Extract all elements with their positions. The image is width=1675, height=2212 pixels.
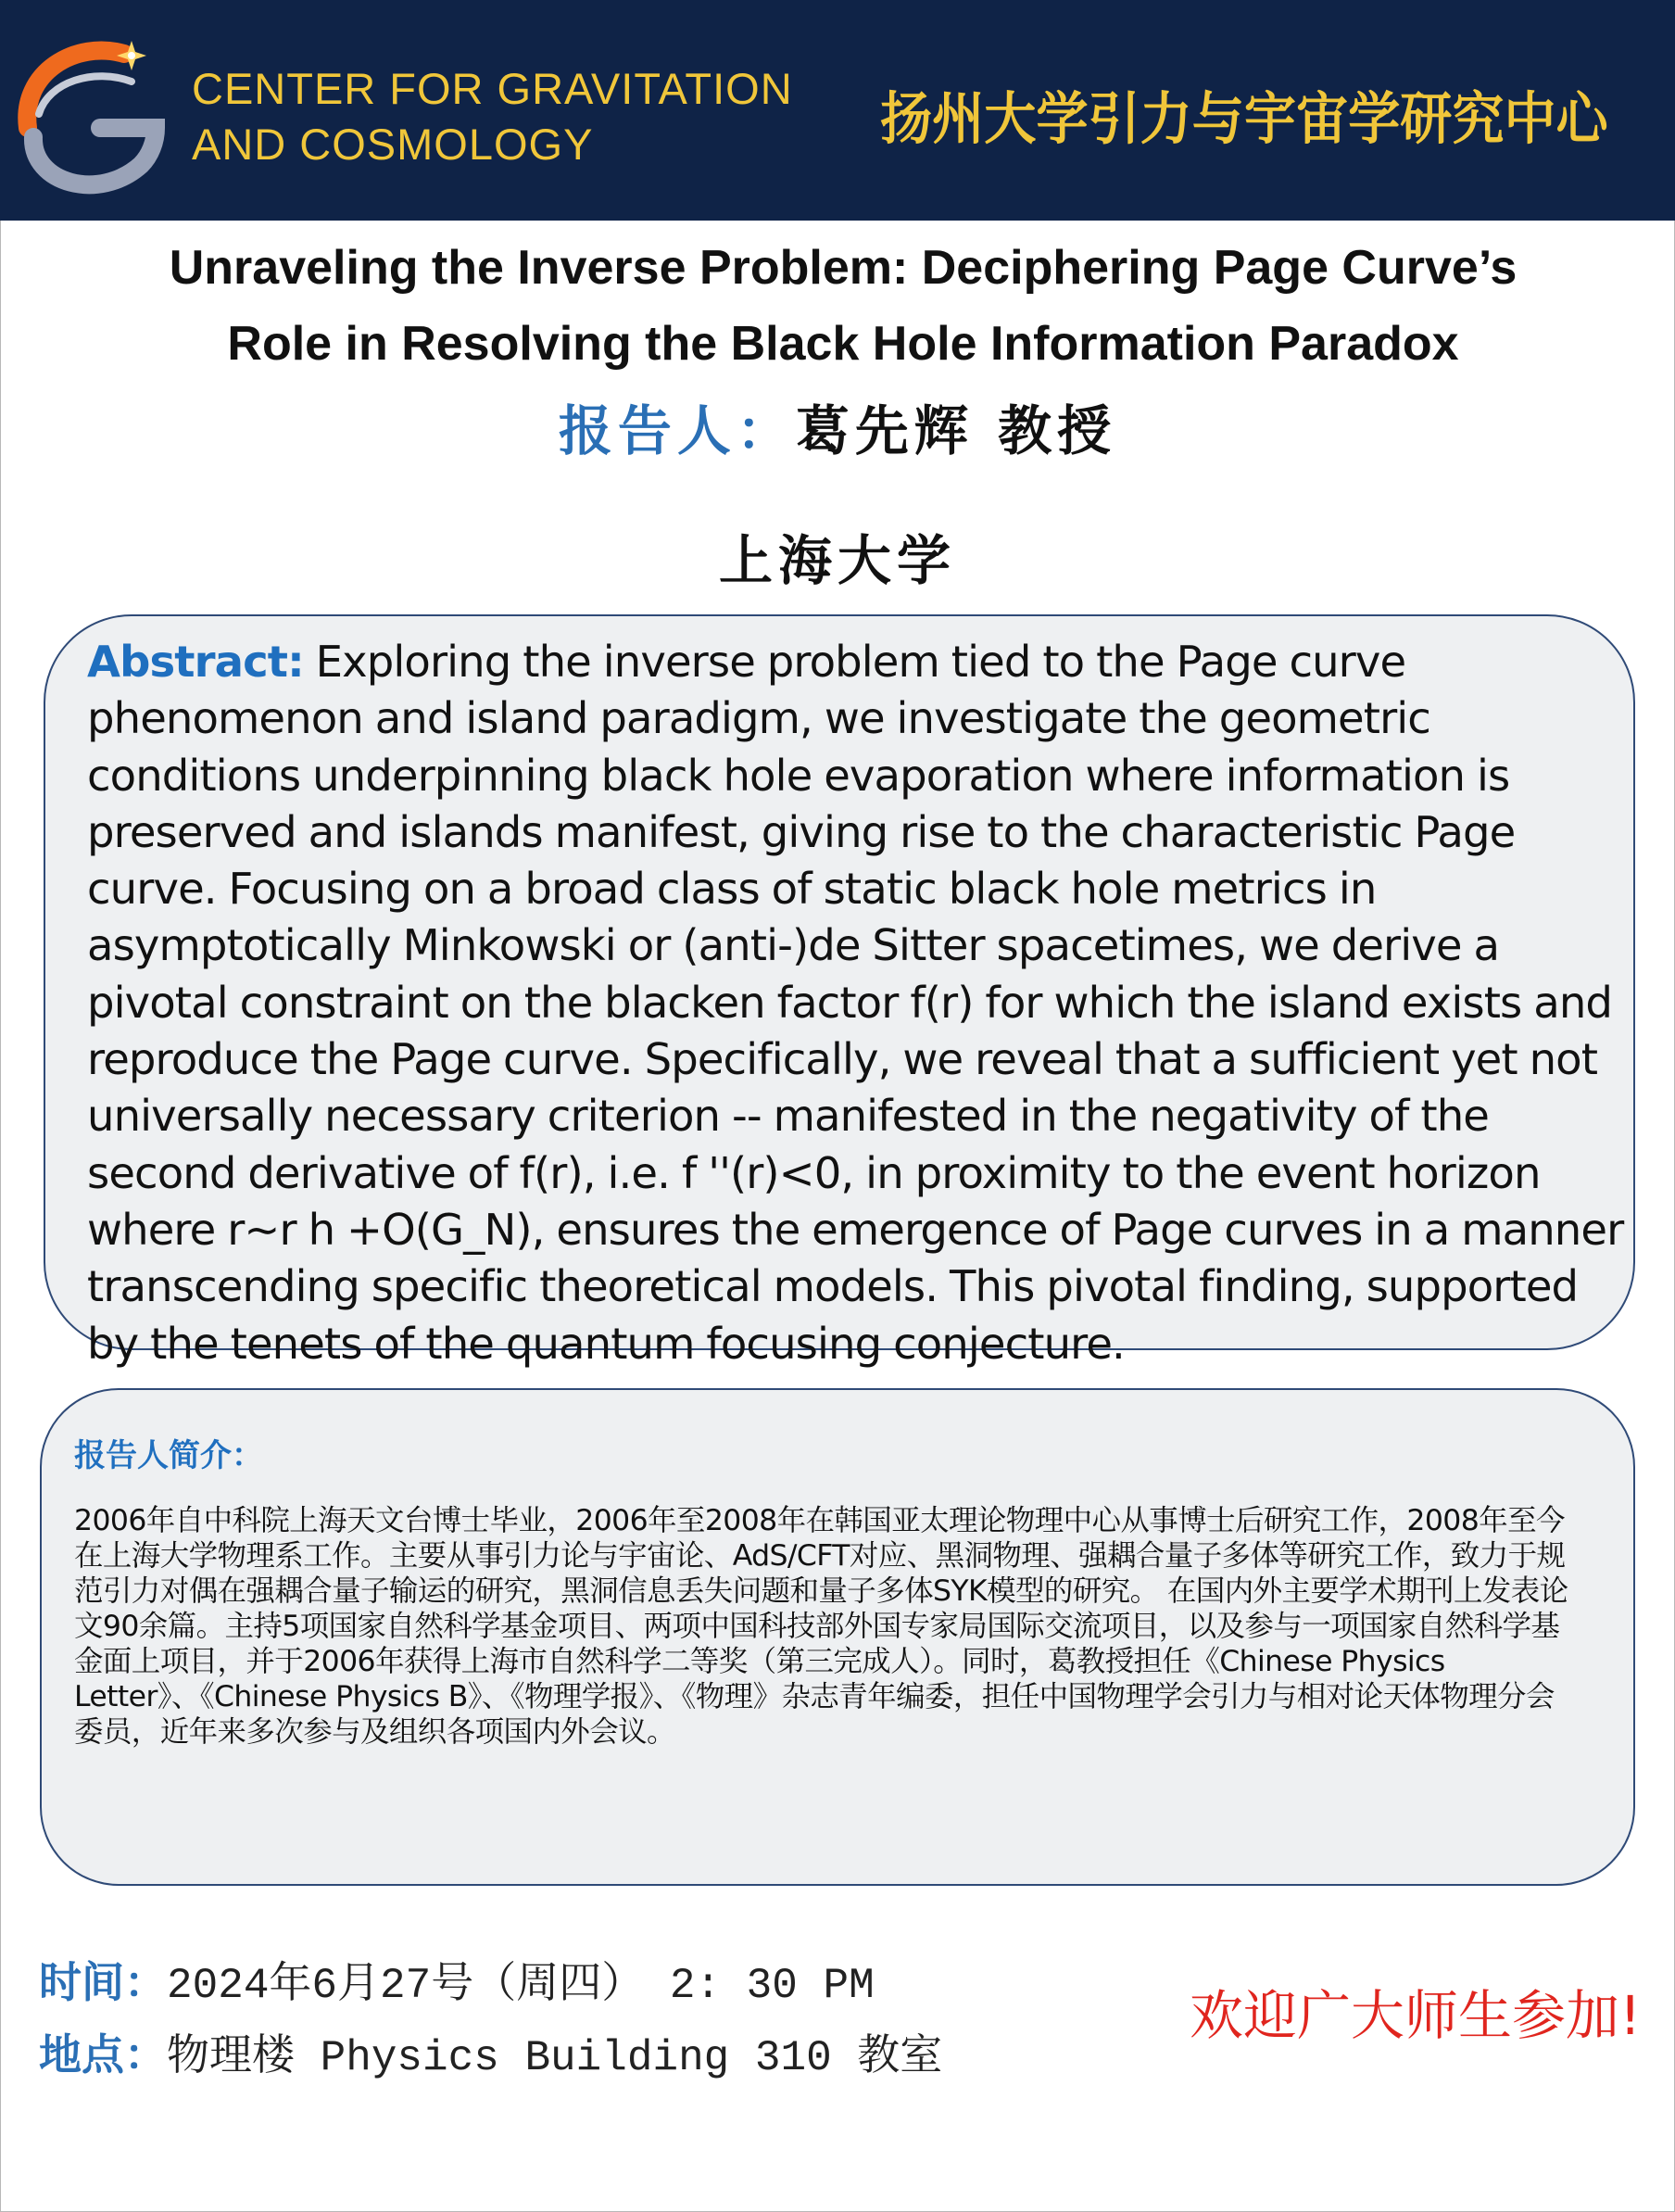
header-banner bbox=[0, 0, 1675, 221]
abstract-body: Exploring the inverse problem tied to the Page curve phenomenon and island paradigm, we investigate the geometric conditions underpinning black hole evaporation where information is preserved and islands manifest, giving rise to the characteristic Page curve. Focusing on a broad class of static black hole metrics in asymptotically Minkowski or (anti-)de Sitter spacetimes, we derive a pivotal constraint on the blacken factor f(r) for which the island exists and reproduce the Page curve. Specifically, we reveal that a sufficient yet not universally necessary criterion -- manifested in the negativity of the second derivative of f(r), i.e. f ''(r)<0, in proximity to the event horizon where r∼r h +O(G_N), ensures the emergence of Page curves in a manner transcending specific theoretical models. This pivotal finding, supported by the tenets of the quantum focusing conjecture. bbox=[87, 637, 1624, 1369]
speaker-name: 葛先辉 教授 bbox=[795, 399, 1117, 462]
talk-title-line1: Unraveling the Inverse Problem: Deciphering Page Curve’s bbox=[169, 241, 1518, 295]
bio-body: 2006年自中科院上海天文台博士毕业，2006年至2008年在韩国亚太理论物理中心从事博士后研究工作，2008年至今在上海大学物理系工作。主要从事引力论与宇宙论、AdS/CFT对应、黑洞物理、强耦合量子多体等研究工作，致力于规范引力对偶在强耦合量子输运的研究，黑洞信息丢失问题和量子多体SYK模型的研究。 在国内外主要学术期刊上发表论文90余篇。主持5项国家自然科学基金项目、两项中国科技部外国专家局国际交流项目，以及参与一项国家自然科学基金面上项目，并于2006年获得上海市自然科学二等奖（第三完成人）。同时，葛教授担任《Chinese Physics Letter》、《Chinese Physics B》、《物理学报》、《物理》杂志青年编委，担任中国物理学会引力与相对论天体物理分会委员，近年来多次参与及组织各项国内外会议。 bbox=[74, 1504, 1568, 1749]
speaker-label: 报告人： bbox=[558, 399, 796, 462]
abstract-label: Abstract: bbox=[87, 637, 304, 687]
center-name-line1: CENTER FOR GRAVITATION bbox=[192, 64, 793, 113]
place-value: 物理楼 Physics Building 310 教室 bbox=[167, 2034, 943, 2082]
center-name-line2: AND COSMOLOGY bbox=[192, 120, 594, 169]
speaker-affiliation: 上海大学 bbox=[718, 529, 956, 592]
talk-title-line2: Role in Resolving the Black Hole Information Paradox bbox=[227, 317, 1459, 371]
center-name-cn: 扬州大学引力与宇宙学研究中心 bbox=[880, 86, 1608, 152]
event-time-row bbox=[39, 1949, 875, 2010]
talk-title bbox=[56, 230, 1631, 382]
center-name-en bbox=[192, 61, 793, 172]
welcome-message: 欢迎广大师生参加! bbox=[1190, 1984, 1642, 2047]
time-label: 时间： bbox=[39, 1957, 167, 2007]
time-value: 2024年6月27号（周四） 2: 30 PM bbox=[167, 1962, 875, 2010]
bio-title: 报告人简介： bbox=[74, 1437, 263, 1474]
event-place-row bbox=[39, 2021, 942, 2082]
abstract-text-block bbox=[87, 634, 1625, 1372]
place-label: 地点： bbox=[39, 2029, 167, 2079]
gravitation-center-logo-icon bbox=[11, 26, 169, 202]
speaker-line bbox=[0, 387, 1675, 465]
